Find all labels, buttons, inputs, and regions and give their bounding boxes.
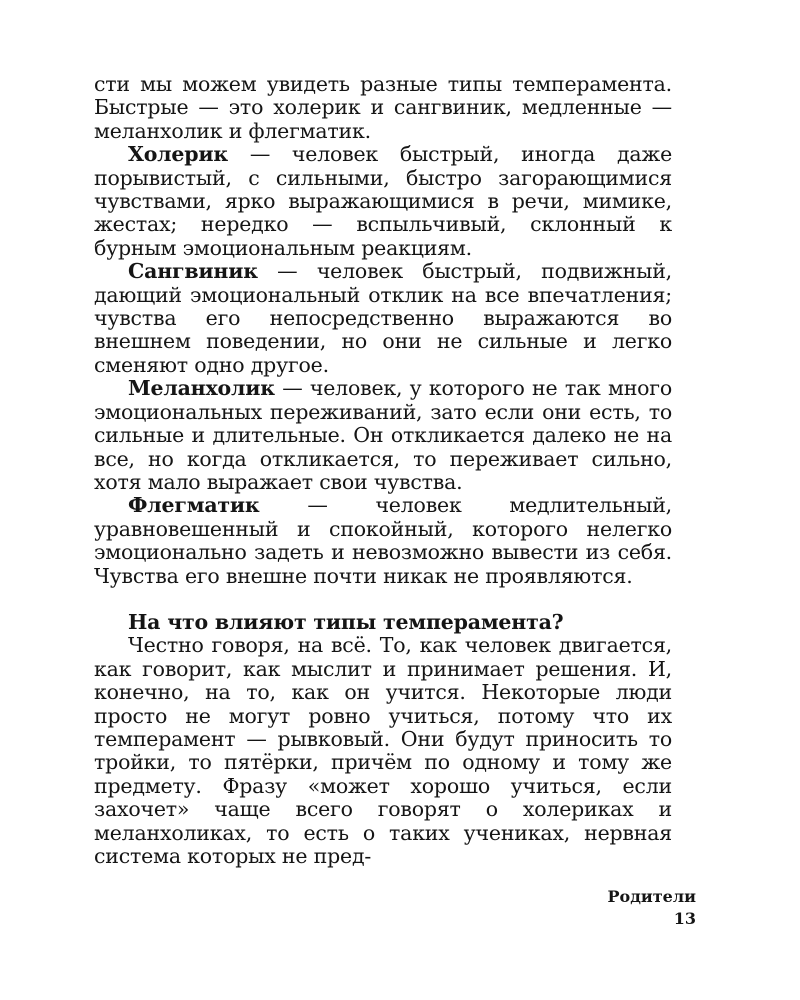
term-choleric: Холерик (128, 142, 229, 167)
section-paragraph: Честно говоря, на всё. То, как человек двигается, как говорит, как мыслит и принимает решения. И, конечно, на то, как он учится. Некоторые люди просто не могут ровно учиться, потому что их темперамент — рывковый. Они будут приносить то тройки, то пятёрки, причём по одному и тому же предмету. Фразу «может хорошо учиться, если захочет» чаще всего говорят о холериках и меланхоликах, то есть о таких учениках, нервная система которых не пред- (94, 633, 672, 868)
paragraph-melancholic (94, 377, 672, 494)
term-phlegmatic: Флегматик (128, 493, 260, 518)
paragraph-choleric (94, 143, 672, 260)
term-melancholic: Меланхолик (128, 376, 275, 401)
page-number: 13 (673, 909, 696, 928)
definition-melancholic: — человек, у которого не так много эмоциональных переживаний, зато если они есть, то сильные и длительные. Он откликается далеко не на все, но когда откликается, то переживает сильно, хотя мало выражает свои чувства. (94, 376, 672, 494)
paragraph-sanguine (94, 260, 672, 377)
paragraph-intro-text: сти мы можем увидеть разные типы темперамента. Быстрые — это холерик и сангвиник, медленные — меланхолик и флегматик. (94, 72, 672, 143)
definition-choleric: — человек быстрый, иногда даже порывистый, с сильными, быстро загорающимися чувствами, ярко выражающимися в речи, мимике, жестах; нередко — вспыльчивый, склонный к бурным эмоциональным реакциям. (94, 142, 672, 260)
term-sanguine: Сангвиник (128, 259, 258, 284)
definition-sanguine: — человек быстрый, подвижный, дающий эмоциональный отклик на все впечатления; чувства его непосредственно выражаются во внешнем поведении, но они не сильные и легко сменяют одно другое. (94, 259, 672, 377)
section-heading: На что влияют типы темперамента? (128, 609, 564, 634)
paragraph-intro (94, 73, 672, 143)
page-body (94, 73, 672, 868)
definition-phlegmatic: — человек медлительный, уравновешенный и спокойный, которого нелегко эмоционально задеть и невозможно вывести из себя. Чувства его внешне почти никак не проявляются. (94, 493, 672, 588)
page-footer (608, 886, 696, 930)
paragraph-phlegmatic (94, 494, 672, 588)
running-footer-title: Родители (607, 887, 696, 906)
